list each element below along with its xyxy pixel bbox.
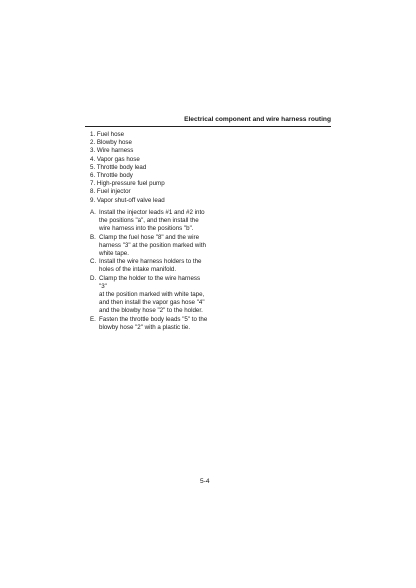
instruction-item	[90, 234, 208, 259]
instruction-list	[90, 209, 208, 332]
instruction-text: Install the wire harness holders to the holes of the intake manifold.	[99, 258, 202, 274]
section-header-title: Electrical component and wire harness routing	[184, 116, 331, 123]
legend-item: 4. Vapor gas hose	[90, 155, 140, 163]
instruction-text: Clamp the holder to the wire harness "3" at the position marked with white tape, and then install the vapor gas hose "4" and the blowby hose "2" to the holder.	[99, 274, 205, 315]
instruction-letter: B.	[90, 233, 96, 241]
legend-item: 3. Wire harness	[90, 147, 134, 155]
instruction-letter: D.	[90, 274, 97, 282]
instruction-text: Install the injector leads #1 and #2 into the positions "a", and then install the wire harness into the positions "b".	[99, 209, 205, 233]
legend-item: 1. Fuel hose	[90, 131, 125, 138]
parts-legend-list	[90, 131, 165, 205]
legend-item: 5. Throttle body lead	[90, 163, 147, 171]
instruction-item	[90, 316, 208, 332]
instruction-item	[90, 209, 208, 234]
legend-item: 2. Blowby hose	[90, 139, 132, 147]
instruction-letter: C.	[90, 258, 97, 266]
page-number: 5-4	[200, 478, 210, 485]
legend-item: 7. High-pressure fuel pump	[90, 180, 165, 188]
legend-item: 9. Vapor shut-off valve lead	[90, 196, 165, 204]
instruction-item	[90, 275, 208, 316]
legend-item: 6. Throttle body	[90, 172, 133, 180]
instruction-text: Clamp the fuel hose "8" and the wire harness "3" at the position marked with white tape.	[99, 233, 206, 258]
instruction-text: Fasten the throttle body leads "5" to the blowby hose "2" with a plastic tie.	[99, 315, 208, 331]
instruction-item	[90, 258, 208, 274]
instruction-letter: A.	[90, 209, 96, 216]
legend-item: 8. Fuel injector	[90, 188, 131, 196]
header-divider	[85, 126, 331, 127]
instruction-letter: E.	[90, 315, 96, 323]
